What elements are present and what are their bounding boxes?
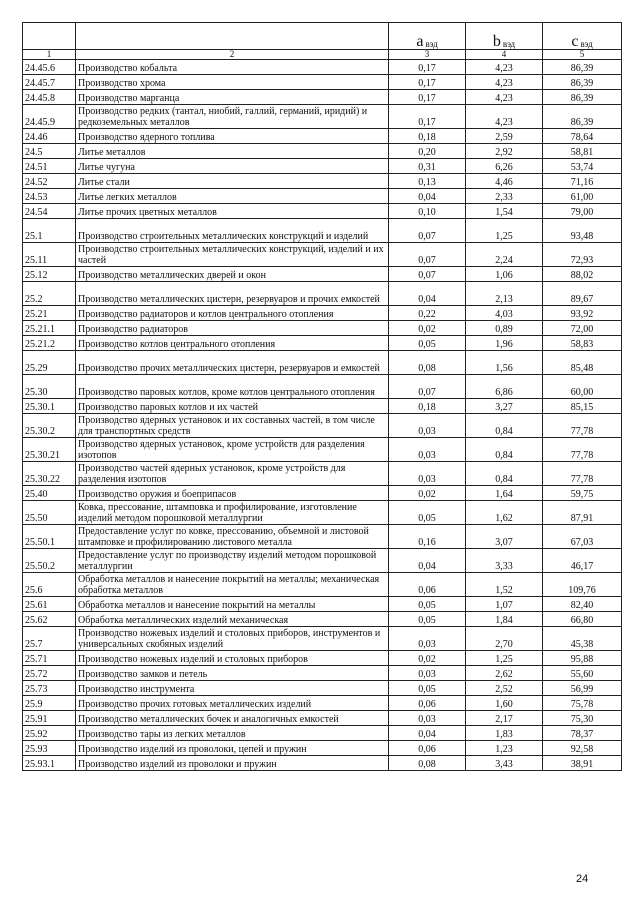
- table-row: [23, 681, 622, 696]
- row-value-b: 3,43: [466, 756, 543, 771]
- row-code: 25.30.1: [23, 399, 76, 414]
- row-value-a: 0,17: [389, 75, 466, 90]
- row-value-c: 72,93: [543, 243, 622, 267]
- row-value-b: 6,26: [466, 159, 543, 174]
- row-value-c: 67,03: [543, 525, 622, 549]
- row-name: Производство изделий из проволоки, цепей и пружин: [76, 741, 389, 756]
- row-value-c: 38,91: [543, 756, 622, 771]
- row-code: 25.91: [23, 711, 76, 726]
- column-index: 5: [543, 50, 622, 60]
- row-name: Литье металлов: [76, 144, 389, 159]
- row-value-a: 0,06: [389, 696, 466, 711]
- row-code: 25.9: [23, 696, 76, 711]
- row-value-c: 56,99: [543, 681, 622, 696]
- row-code: 24.53: [23, 189, 76, 204]
- row-value-a: 0,04: [389, 282, 466, 306]
- table-row: [23, 597, 622, 612]
- row-value-b: 1,23: [466, 741, 543, 756]
- row-name: Производство редких (тантал, ниобий, галлий, германий, иридий) и редкоземельных металлов: [76, 105, 389, 129]
- table-row: [23, 462, 622, 486]
- row-name: Производство прочих готовых металлических изделий: [76, 696, 389, 711]
- row-value-a: 0,20: [389, 144, 466, 159]
- row-code: 25.62: [23, 612, 76, 627]
- row-value-a: 0,02: [389, 486, 466, 501]
- row-name: Производство кобальта: [76, 60, 389, 75]
- row-code: 25.93: [23, 741, 76, 756]
- row-value-b: 0,84: [466, 438, 543, 462]
- row-code: 25.30.22: [23, 462, 76, 486]
- row-name: Производство ядерного топлива: [76, 129, 389, 144]
- table-row: [23, 414, 622, 438]
- row-name: Производство инструмента: [76, 681, 389, 696]
- row-value-c: 77,78: [543, 462, 622, 486]
- row-value-a: 0,17: [389, 60, 466, 75]
- row-code: 25.40: [23, 486, 76, 501]
- row-name: Производство котлов центрального отопления: [76, 336, 389, 351]
- table-row: [23, 321, 622, 336]
- row-value-a: 0,04: [389, 549, 466, 573]
- row-value-c: 87,91: [543, 501, 622, 525]
- table-row: [23, 189, 622, 204]
- row-value-a: 0,03: [389, 627, 466, 651]
- row-value-a: 0,02: [389, 651, 466, 666]
- table-row: [23, 627, 622, 651]
- row-value-b: 1,60: [466, 696, 543, 711]
- row-value-a: 0,07: [389, 267, 466, 282]
- row-code: 24.46: [23, 129, 76, 144]
- header-row: [23, 23, 622, 50]
- row-value-a: 0,06: [389, 741, 466, 756]
- row-code: 24.45.7: [23, 75, 76, 90]
- row-value-c: 71,16: [543, 174, 622, 189]
- row-value-c: 58,81: [543, 144, 622, 159]
- row-name: Обработка металлов и нанесение покрытий на металлы; механическая обработка металлов: [76, 573, 389, 597]
- row-value-b: 2,92: [466, 144, 543, 159]
- row-value-a: 0,05: [389, 336, 466, 351]
- row-name: Производство замков и петель: [76, 666, 389, 681]
- table-body: [23, 60, 622, 771]
- row-value-a: 0,05: [389, 597, 466, 612]
- column-index-row: [23, 50, 622, 60]
- row-value-a: 0,04: [389, 189, 466, 204]
- row-name: Производство ножевых изделий и столовых приборов: [76, 651, 389, 666]
- table-row: [23, 105, 622, 129]
- row-code: 24.45.6: [23, 60, 76, 75]
- column-index: 2: [76, 50, 389, 60]
- row-value-b: 3,07: [466, 525, 543, 549]
- row-code: 25.50: [23, 501, 76, 525]
- header-name: [76, 23, 389, 50]
- row-name: Производство металлических бочек и аналогичных емкостей: [76, 711, 389, 726]
- row-value-a: 0,03: [389, 438, 466, 462]
- row-value-b: 2,62: [466, 666, 543, 681]
- row-value-a: 0,16: [389, 525, 466, 549]
- row-name: Производство тары из легких металлов: [76, 726, 389, 741]
- row-value-c: 93,48: [543, 219, 622, 243]
- row-code: 25.21.1: [23, 321, 76, 336]
- table-row: [23, 336, 622, 351]
- row-value-c: 86,39: [543, 75, 622, 90]
- row-name: Предоставление услуг по производству изделий методом порошковой металлургии: [76, 549, 389, 573]
- column-index: 3: [389, 50, 466, 60]
- row-value-a: 0,03: [389, 414, 466, 438]
- row-value-a: 0,08: [389, 351, 466, 375]
- row-name: Ковка, прессование, штамповка и профилирование, изготовление изделий методом порошковой металлургии: [76, 501, 389, 525]
- row-code: 25.30: [23, 375, 76, 399]
- row-value-b: 2,59: [466, 129, 543, 144]
- row-code: 24.54: [23, 204, 76, 219]
- table-row: [23, 486, 622, 501]
- row-name: Производство марганца: [76, 90, 389, 105]
- row-value-b: 1,07: [466, 597, 543, 612]
- row-value-c: 55,60: [543, 666, 622, 681]
- row-value-c: 85,15: [543, 399, 622, 414]
- row-value-c: 82,40: [543, 597, 622, 612]
- table-row: [23, 666, 622, 681]
- table-row: [23, 438, 622, 462]
- row-code: 25.12: [23, 267, 76, 282]
- row-value-c: 93,92: [543, 306, 622, 321]
- row-value-b: 6,86: [466, 375, 543, 399]
- row-name: Обработка металлов и нанесение покрытий на металлы: [76, 597, 389, 612]
- row-value-c: 60,00: [543, 375, 622, 399]
- row-value-c: 77,78: [543, 438, 622, 462]
- row-code: 24.5: [23, 144, 76, 159]
- row-value-a: 0,02: [389, 321, 466, 336]
- row-name: Предоставление услуг по ковке, прессованию, объемной и листовой штамповке и профилированию листового металла: [76, 525, 389, 549]
- table-row: [23, 696, 622, 711]
- table-row: [23, 159, 622, 174]
- row-value-a: 0,03: [389, 462, 466, 486]
- row-value-b: 1,25: [466, 651, 543, 666]
- row-value-c: 66,80: [543, 612, 622, 627]
- row-value-c: 78,64: [543, 129, 622, 144]
- row-value-b: 4,46: [466, 174, 543, 189]
- row-value-b: 1,84: [466, 612, 543, 627]
- row-name: Литье легких металлов: [76, 189, 389, 204]
- row-value-a: 0,05: [389, 681, 466, 696]
- row-value-b: 1,06: [466, 267, 543, 282]
- table-row: [23, 525, 622, 549]
- row-name: Производство изделий из проволоки и пружин: [76, 756, 389, 771]
- row-name: Литье стали: [76, 174, 389, 189]
- row-value-a: 0,07: [389, 375, 466, 399]
- row-code: 25.11: [23, 243, 76, 267]
- row-value-c: 53,74: [543, 159, 622, 174]
- row-code: 25.93.1: [23, 756, 76, 771]
- row-name: Производство оружия и боеприпасов: [76, 486, 389, 501]
- row-name: Производство металлических цистерн, резервуаров и прочих емкостей: [76, 282, 389, 306]
- header-code: [23, 23, 76, 50]
- table-row: [23, 741, 622, 756]
- row-value-b: 1,96: [466, 336, 543, 351]
- row-name: Литье чугуна: [76, 159, 389, 174]
- page-number: 24: [576, 873, 589, 885]
- row-value-a: 0,17: [389, 105, 466, 129]
- row-value-c: 86,39: [543, 60, 622, 75]
- row-value-b: 1,54: [466, 204, 543, 219]
- row-value-b: 2,33: [466, 189, 543, 204]
- row-value-c: 75,30: [543, 711, 622, 726]
- coefficients-table: [22, 22, 622, 771]
- row-code: 25.29: [23, 351, 76, 375]
- row-value-b: 1,56: [466, 351, 543, 375]
- row-name: Производство строительных металлических конструкций и изделий: [76, 219, 389, 243]
- header-col-c: c $_{вэд}$: [543, 23, 622, 50]
- row-value-b: 0,84: [466, 414, 543, 438]
- column-index: 4: [466, 50, 543, 60]
- row-code: 25.61: [23, 597, 76, 612]
- header-col-b: b $_{вэд}$: [466, 23, 543, 50]
- row-value-b: 1,83: [466, 726, 543, 741]
- header-col-a: a $_{вэд}$: [389, 23, 466, 50]
- row-value-a: 0,17: [389, 90, 466, 105]
- row-value-b: 1,64: [466, 486, 543, 501]
- table-row: [23, 75, 622, 90]
- table-row: [23, 282, 622, 306]
- row-value-b: 4,23: [466, 75, 543, 90]
- row-value-c: 58,83: [543, 336, 622, 351]
- table-row: [23, 399, 622, 414]
- row-value-b: 3,33: [466, 549, 543, 573]
- table-row: [23, 351, 622, 375]
- row-value-c: 89,67: [543, 282, 622, 306]
- row-value-c: 78,37: [543, 726, 622, 741]
- table-row: [23, 756, 622, 771]
- row-code: 25.30.21: [23, 438, 76, 462]
- row-name: Производство радиаторов: [76, 321, 389, 336]
- row-name: Производство частей ядерных установок, кроме устройств для разделения изотопов: [76, 462, 389, 486]
- row-value-c: 46,17: [543, 549, 622, 573]
- table-row: [23, 129, 622, 144]
- row-code: 25.92: [23, 726, 76, 741]
- row-value-a: 0,22: [389, 306, 466, 321]
- row-value-b: 2,17: [466, 711, 543, 726]
- table-row: [23, 306, 622, 321]
- row-value-a: 0,07: [389, 219, 466, 243]
- table-row: [23, 549, 622, 573]
- row-code: 24.51: [23, 159, 76, 174]
- row-value-a: 0,04: [389, 726, 466, 741]
- row-code: 25.1: [23, 219, 76, 243]
- row-value-c: 72,00: [543, 321, 622, 336]
- table-row: [23, 204, 622, 219]
- row-value-c: 77,78: [543, 414, 622, 438]
- row-value-c: 45,38: [543, 627, 622, 651]
- row-value-b: 1,62: [466, 501, 543, 525]
- column-index: 1: [23, 50, 76, 60]
- row-value-c: 95,88: [543, 651, 622, 666]
- row-value-c: 88,02: [543, 267, 622, 282]
- row-value-a: 0,18: [389, 129, 466, 144]
- row-name: Производство хрома: [76, 75, 389, 90]
- row-value-b: 2,52: [466, 681, 543, 696]
- row-code: 25.50.1: [23, 525, 76, 549]
- row-code: 24.45.8: [23, 90, 76, 105]
- row-value-c: 109,76: [543, 573, 622, 597]
- row-value-a: 0,07: [389, 243, 466, 267]
- row-name: Производство ядерных установок, кроме устройств для разделения изотопов: [76, 438, 389, 462]
- row-code: 25.73: [23, 681, 76, 696]
- row-value-b: 4,23: [466, 90, 543, 105]
- row-value-a: 0,05: [389, 612, 466, 627]
- row-code: 24.45.9: [23, 105, 76, 129]
- row-name: Производство ядерных установок и их составных частей, в том числе для транспортных средств: [76, 414, 389, 438]
- row-name: Производство радиаторов и котлов центрального отопления: [76, 306, 389, 321]
- table-row: [23, 144, 622, 159]
- table-row: [23, 90, 622, 105]
- row-value-c: 86,39: [543, 90, 622, 105]
- row-code: 25.21.2: [23, 336, 76, 351]
- table-row: [23, 711, 622, 726]
- row-value-b: 1,25: [466, 219, 543, 243]
- table-row: [23, 60, 622, 75]
- row-value-a: 0,03: [389, 666, 466, 681]
- table-row: [23, 573, 622, 597]
- table-row: [23, 243, 622, 267]
- row-value-b: 2,24: [466, 243, 543, 267]
- table-row: [23, 174, 622, 189]
- row-name: Производство паровых котлов и их частей: [76, 399, 389, 414]
- row-name: Производство паровых котлов, кроме котлов центрального отопления: [76, 375, 389, 399]
- row-name: Обработка металлических изделий механическая: [76, 612, 389, 627]
- row-code: 25.50.2: [23, 549, 76, 573]
- row-value-a: 0,08: [389, 756, 466, 771]
- row-value-a: 0,13: [389, 174, 466, 189]
- row-value-c: 85,48: [543, 351, 622, 375]
- row-value-c: 86,39: [543, 105, 622, 129]
- row-value-c: 59,75: [543, 486, 622, 501]
- row-value-a: 0,03: [389, 711, 466, 726]
- row-value-b: 0,84: [466, 462, 543, 486]
- row-value-a: 0,18: [389, 399, 466, 414]
- row-value-b: 4,03: [466, 306, 543, 321]
- row-code: 25.2: [23, 282, 76, 306]
- row-value-b: 4,23: [466, 60, 543, 75]
- row-value-a: 0,10: [389, 204, 466, 219]
- row-name: Литье прочих цветных металлов: [76, 204, 389, 219]
- row-value-b: 2,70: [466, 627, 543, 651]
- row-code: 24.52: [23, 174, 76, 189]
- row-value-b: 4,23: [466, 105, 543, 129]
- row-value-b: 1,52: [466, 573, 543, 597]
- row-name: Производство металлических дверей и окон: [76, 267, 389, 282]
- row-code: 25.7: [23, 627, 76, 651]
- row-value-b: 2,13: [466, 282, 543, 306]
- row-value-a: 0,31: [389, 159, 466, 174]
- row-code: 25.72: [23, 666, 76, 681]
- table-row: [23, 501, 622, 525]
- row-value-c: 75,78: [543, 696, 622, 711]
- row-value-a: 0,05: [389, 501, 466, 525]
- row-name: Производство ножевых изделий и столовых приборов, инструментов и универсальных скобяных изделий: [76, 627, 389, 651]
- row-value-a: 0,06: [389, 573, 466, 597]
- row-code: 25.6: [23, 573, 76, 597]
- row-value-c: 61,00: [543, 189, 622, 204]
- row-value-b: 0,89: [466, 321, 543, 336]
- row-name: Производство строительных металлических конструкций, изделий и их частей: [76, 243, 389, 267]
- row-code: 25.21: [23, 306, 76, 321]
- row-code: 25.71: [23, 651, 76, 666]
- table-row: [23, 267, 622, 282]
- row-code: 25.30.2: [23, 414, 76, 438]
- table-row: [23, 651, 622, 666]
- table-row: [23, 219, 622, 243]
- table-row: [23, 375, 622, 399]
- table-row: [23, 612, 622, 627]
- table-row: [23, 726, 622, 741]
- row-value-b: 3,27: [466, 399, 543, 414]
- row-value-c: 79,00: [543, 204, 622, 219]
- row-value-c: 92,58: [543, 741, 622, 756]
- row-name: Производство прочих металлических цистерн, резервуаров и емкостей: [76, 351, 389, 375]
